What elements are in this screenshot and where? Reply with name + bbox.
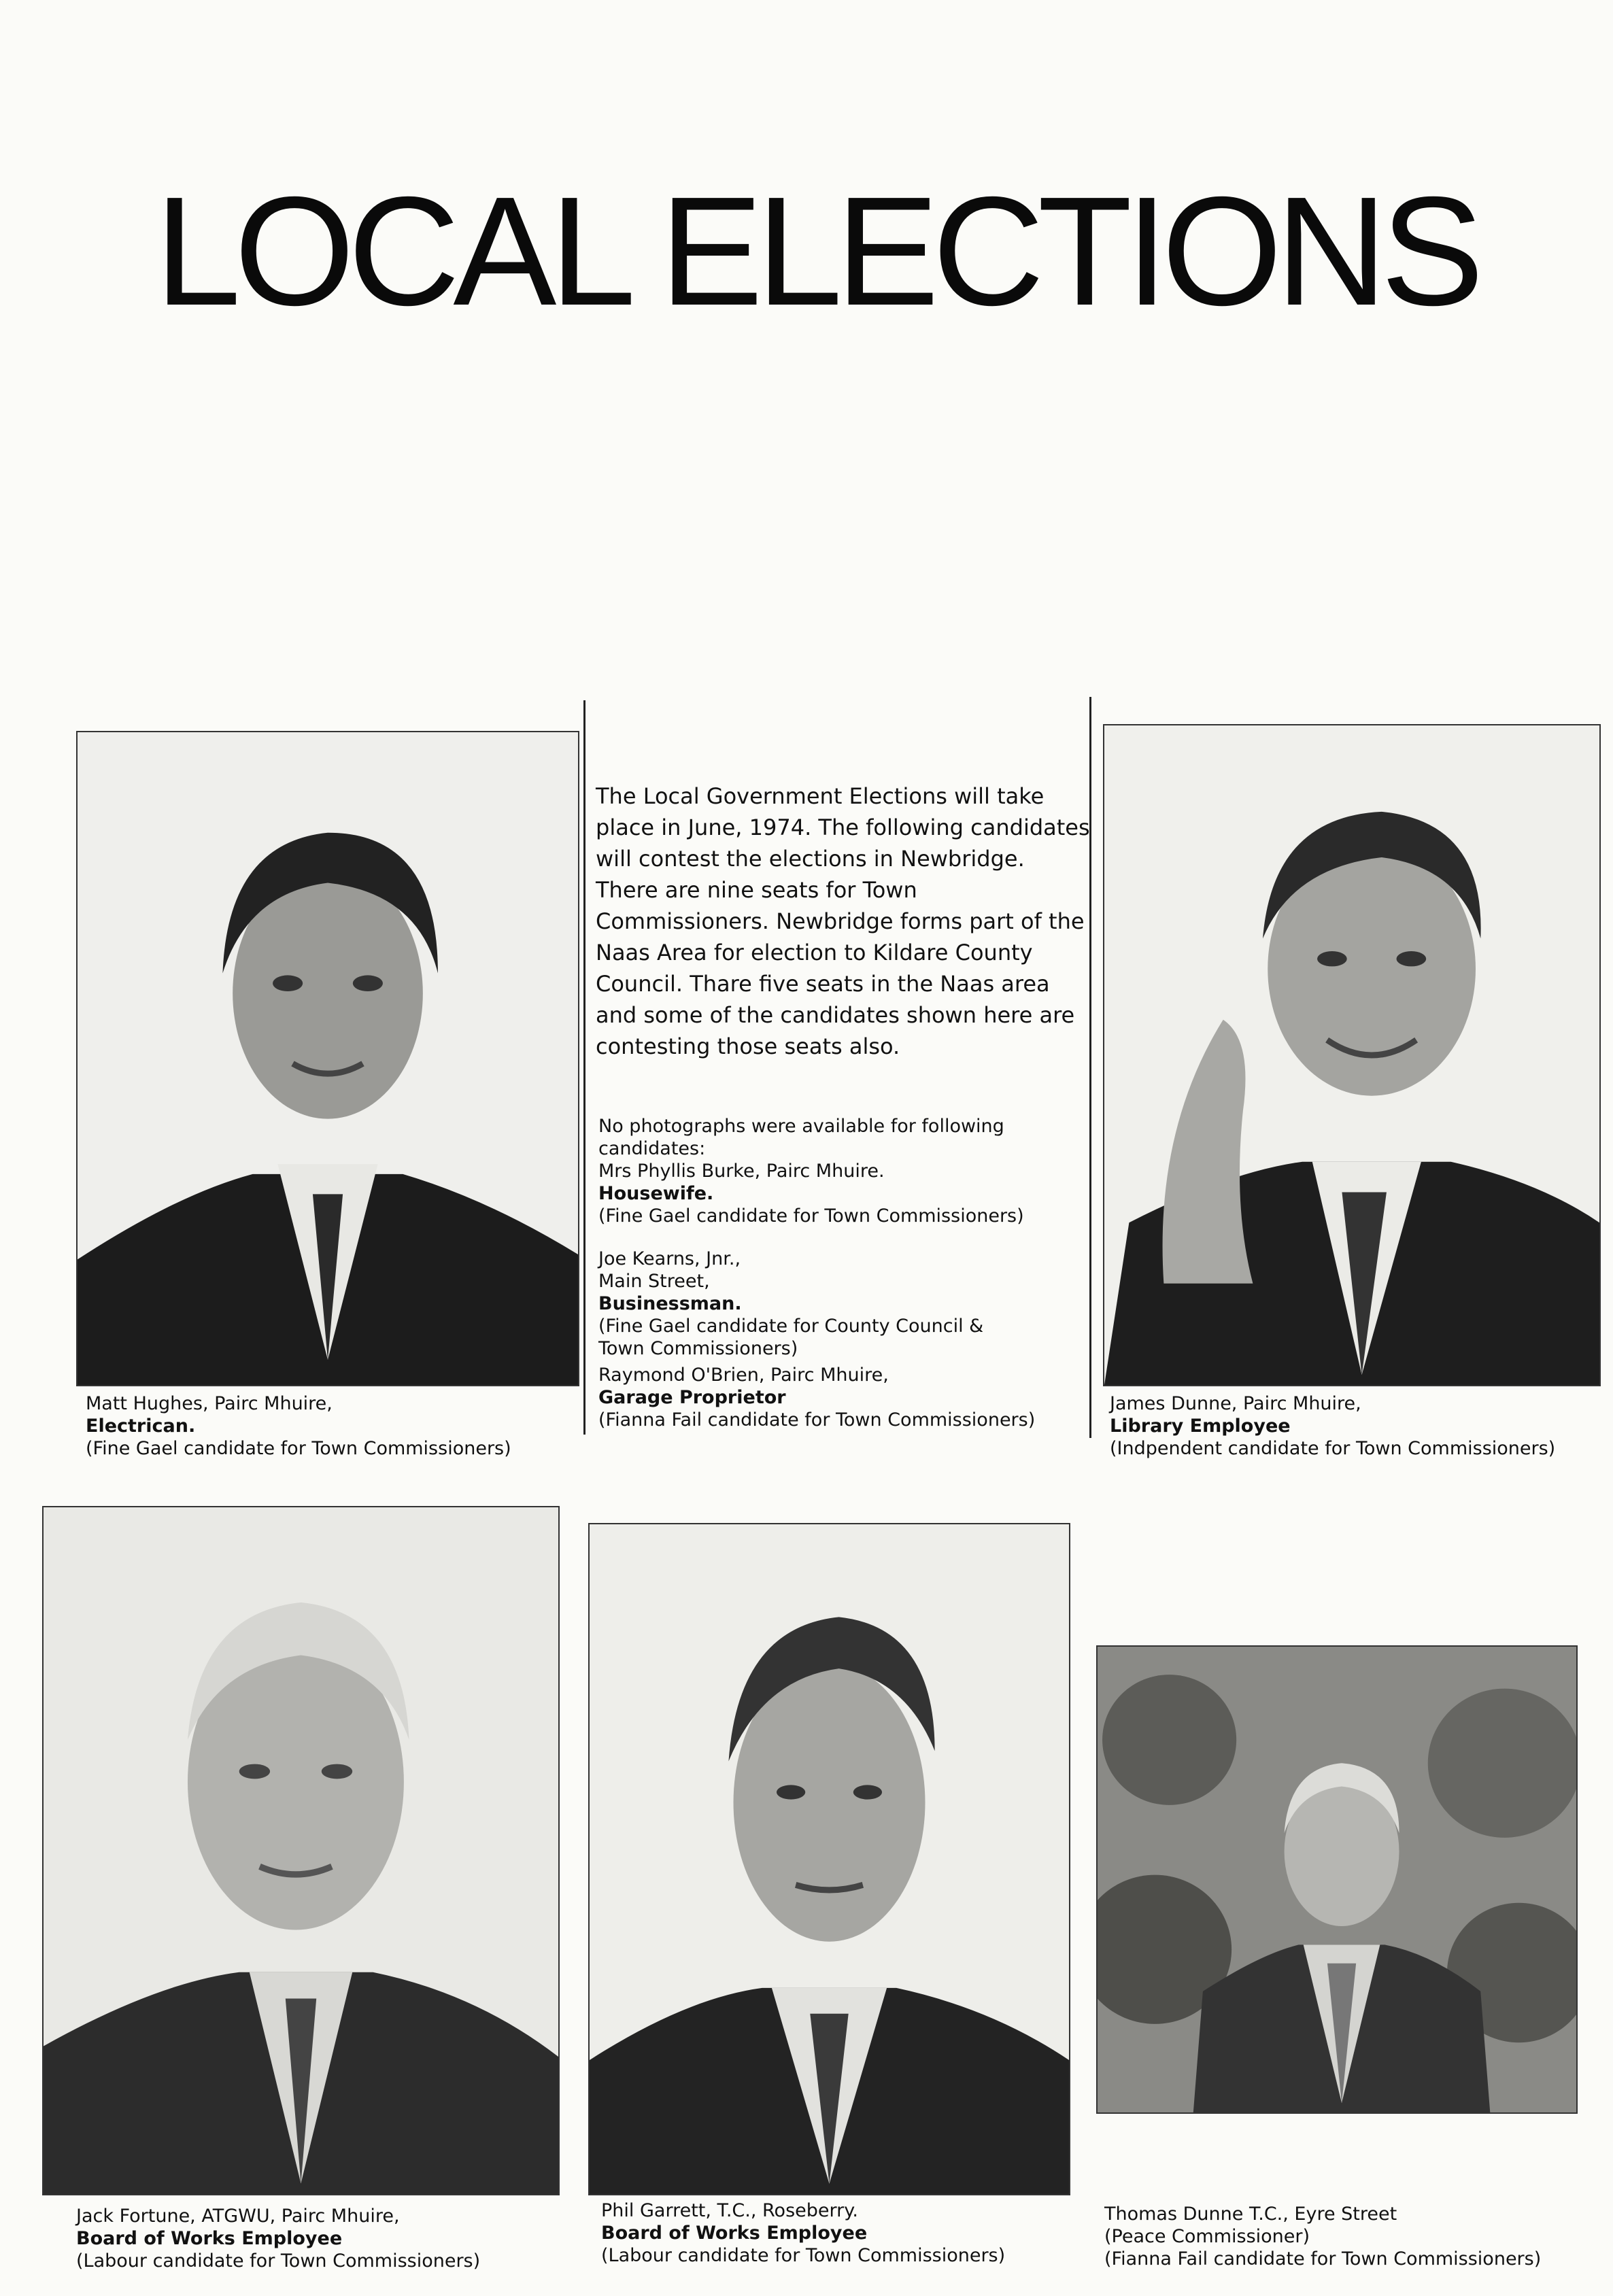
candidate-party: (Fine Gael candidate for Town Commissioners) — [86, 1438, 511, 1459]
candidate-name: Jack Fortune, ATGWU, Pairc Mhuire, — [76, 2206, 400, 2227]
candidate-party: (Fianna Fail candidate for Town Commissioners) — [1104, 2248, 1542, 2269]
candidate-photo-james-dunne — [1103, 724, 1601, 1386]
caption-thomas-dunne — [1104, 2203, 1541, 2270]
caption-jack-fortune — [76, 2205, 480, 2272]
candidate-note: (Peace Commissioner) — [1104, 2226, 1310, 2247]
no-photo-name: Raymond O'Brien, Pairc Mhuire, — [598, 1365, 889, 1386]
no-photo-occupation: Housewife. — [598, 1183, 714, 1204]
candidate-photo-phil-garrett — [588, 1523, 1070, 2195]
page-title: LOCAL ELECTIONS — [154, 165, 1478, 338]
no-photo-name: Mrs Phyllis Burke, Pairc Mhuire. — [598, 1161, 885, 1182]
no-photo-candidates — [598, 1115, 1088, 1431]
no-photo-party: (Fine Gael candidate for County Council & — [598, 1316, 984, 1337]
candidate-photo-matt-hughes — [76, 731, 579, 1386]
caption-phil-garrett — [601, 2199, 1005, 2267]
candidate-occupation: Board of Works Employee — [76, 2228, 343, 2249]
no-photo-party-cont: Town Commissioners) — [598, 1338, 798, 1359]
no-photo-party: (Fine Gael candidate for Town Commissioners) — [598, 1205, 1024, 1227]
intro-paragraph: The Local Government Elections will take place in June, 1974. The following candidates will contest the elections in Newbridge. There are nine seats for Town Commissioners. Newbridge forms part of the Naas Area for election to Kildare County Council. Thare five seats in the Naas area and some of the candidates shown here are contesting those seats also. — [596, 783, 1090, 1059]
candidate-party: (Labour candidate for Town Commissioners) — [76, 2250, 481, 2272]
no-photo-heading-cont: candidates: — [598, 1138, 706, 1159]
no-photo-occupation: Businessman. — [598, 1293, 742, 1314]
column-rule-left — [583, 700, 585, 1435]
candidate-photo-jack-fortune — [42, 1506, 560, 2195]
candidate-photo-thomas-dunne — [1096, 1645, 1578, 2114]
no-photo-address: Main Street, — [598, 1271, 710, 1292]
candidate-name: Matt Hughes, Pairc Mhuire, — [86, 1393, 333, 1414]
no-photo-occupation: Garage Proprietor — [598, 1387, 786, 1408]
candidate-occupation: Library Employee — [1110, 1416, 1291, 1437]
caption-matt-hughes — [86, 1392, 511, 1460]
no-photo-name: Joe Kearns, Jnr., — [598, 1248, 741, 1269]
candidate-occupation: Electrican. — [86, 1416, 196, 1437]
caption-james-dunne — [1110, 1392, 1555, 1460]
show-through-text — [75, 61, 1571, 707]
candidate-occupation: Board of Works Employee — [601, 2223, 868, 2244]
no-photo-party: (Fianna Fail candidate for Town Commissioners) — [598, 1409, 1036, 1430]
candidate-name: Phil Garrett, T.C., Roseberry. — [601, 2200, 858, 2221]
candidate-name: James Dunne, Pairc Mhuire, — [1110, 1393, 1361, 1414]
spacer — [598, 1227, 1088, 1248]
no-photo-heading: No photographs were available for following — [598, 1116, 1004, 1137]
candidate-party: (Indpendent candidate for Town Commissioners) — [1110, 1438, 1556, 1459]
candidate-party: (Labour candidate for Town Commissioners) — [601, 2245, 1006, 2266]
candidate-name: Thomas Dunne T.C., Eyre Street — [1104, 2204, 1397, 2225]
